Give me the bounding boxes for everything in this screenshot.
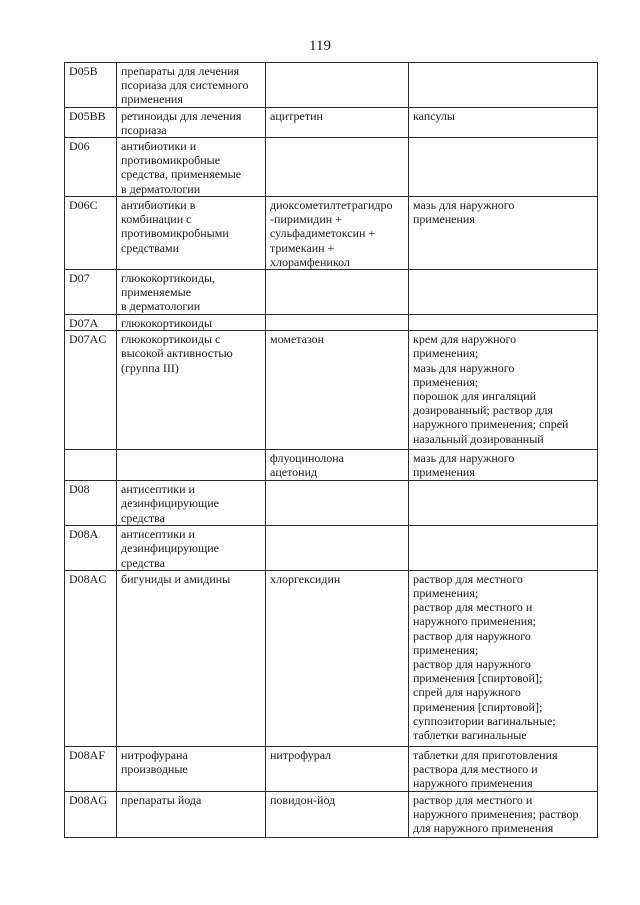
drug-name-cell-line: хлорамфеникол bbox=[270, 254, 350, 269]
dosage-form-cell bbox=[409, 197, 598, 270]
dosage-form-cell-line: порошок для ингаляций bbox=[413, 389, 537, 404]
atc-code-cell: D08AC bbox=[65, 570, 117, 746]
group-name-cell bbox=[117, 331, 266, 450]
dosage-form-cell bbox=[409, 791, 598, 837]
drug-name-cell bbox=[266, 138, 409, 197]
atc-code-cell: D07AC bbox=[65, 331, 117, 450]
dosage-form-cell-line: раствора для местного и bbox=[413, 762, 538, 777]
drug-name-cell bbox=[266, 526, 409, 571]
drug-name-cell bbox=[266, 746, 409, 791]
dosage-form-cell-line: наружного применения; bbox=[413, 614, 536, 629]
group-name-cell bbox=[117, 570, 266, 746]
dosage-form-cell-line: применения; bbox=[413, 642, 479, 657]
group-name-cell-line: комбинации с bbox=[121, 212, 192, 227]
atc-code-cell: D06 bbox=[65, 138, 117, 197]
group-name-cell-line: антибиотики и bbox=[121, 139, 197, 154]
group-name-cell-line: применяемые bbox=[121, 285, 192, 300]
atc-code-cell: D08A bbox=[65, 526, 117, 571]
dosage-form-cell-line: применения; bbox=[413, 586, 479, 601]
table-row bbox=[65, 138, 598, 197]
drug-name-cell bbox=[266, 315, 409, 331]
atc-code-cell: D08 bbox=[65, 481, 117, 526]
dosage-form-cell-line: таблетки вагинальные bbox=[413, 728, 527, 743]
table-row bbox=[65, 63, 598, 108]
drug-name-cell bbox=[266, 197, 409, 270]
group-name-cell-line: средствами bbox=[121, 240, 180, 255]
drug-name-cell bbox=[266, 107, 409, 137]
group-name-cell bbox=[117, 481, 266, 526]
drug-name-cell-line: ацетонид bbox=[270, 465, 318, 480]
dosage-form-cell bbox=[409, 63, 598, 108]
group-name-cell bbox=[117, 791, 266, 837]
dosage-form-cell-line: крем для наружного bbox=[413, 332, 517, 347]
drug-name-cell-line: флуоцинолона bbox=[270, 451, 345, 466]
group-name-cell-line: дезинфицирующие bbox=[121, 541, 219, 556]
drug-name-cell bbox=[266, 791, 409, 837]
group-name-cell-line: ретиноиды для лечения bbox=[121, 108, 242, 123]
atc-code-cell: D05B bbox=[65, 63, 117, 108]
dosage-form-cell-line: применения [спиртовой]; bbox=[413, 699, 543, 714]
dosage-form-cell bbox=[409, 138, 598, 197]
dosage-form-cell-line: применения bbox=[413, 212, 475, 227]
group-name-cell-line: производные bbox=[121, 762, 188, 777]
group-name-cell-line: (группа III) bbox=[121, 360, 179, 375]
group-name-cell-line: бигуниды и амидины bbox=[121, 571, 231, 586]
group-name-cell bbox=[117, 526, 266, 571]
dosage-form-cell-line: раствор для местного и bbox=[413, 792, 533, 807]
dosage-form-cell-line: дозированный; раствор для bbox=[413, 403, 553, 418]
group-name-cell bbox=[117, 63, 266, 108]
group-name-cell bbox=[117, 107, 266, 137]
drug-name-cell bbox=[266, 570, 409, 746]
drug-name-cell bbox=[266, 331, 409, 450]
drug-name-cell-line: тримекаин + bbox=[270, 240, 335, 255]
dosage-form-cell-line: таблетки для приготовления bbox=[413, 747, 558, 762]
atc-code-cell: D08AF bbox=[65, 746, 117, 791]
atc-code-cell: D06C bbox=[65, 197, 117, 270]
dosage-form-cell-line: спрей для наружного bbox=[413, 685, 521, 700]
atc-code-cell: D08AG bbox=[65, 791, 117, 837]
dosage-form-cell-line: раствор для местного bbox=[413, 571, 523, 586]
table-row bbox=[65, 526, 598, 571]
atc-code-cell bbox=[65, 450, 117, 481]
group-name-cell-line: в дерматологии bbox=[121, 181, 201, 196]
group-name-cell-line: антисептики и bbox=[121, 482, 195, 497]
drug-name-cell-line: нитрофурал bbox=[270, 747, 332, 762]
group-name-cell bbox=[117, 315, 266, 331]
dosage-form-cell-line: наружного применения; раствор bbox=[413, 807, 579, 822]
group-name-cell-line: глюкокортикоиды, bbox=[121, 271, 216, 286]
group-name-cell-line: препараты для лечения bbox=[121, 64, 240, 78]
drug-name-cell-line: повидон-йод bbox=[270, 792, 336, 807]
table-row bbox=[65, 315, 598, 331]
dosage-form-cell bbox=[409, 526, 598, 571]
dosage-form-cell bbox=[409, 481, 598, 526]
drug-name-cell-line: хлоргексидин bbox=[270, 571, 341, 586]
dosage-form-cell-line: раствор для местного и bbox=[413, 600, 533, 615]
dosage-form-cell bbox=[409, 570, 598, 746]
table-row bbox=[65, 197, 598, 270]
dosage-form-cell-line: применения bbox=[413, 465, 475, 480]
dosage-form-cell-line: применения; bbox=[413, 374, 479, 389]
table-row bbox=[65, 107, 598, 137]
drug-name-cell-line: ацитретин bbox=[270, 108, 323, 123]
table-row bbox=[65, 270, 598, 315]
dosage-form-cell-line: назальный дозированный bbox=[413, 431, 544, 446]
dosage-form-cell bbox=[409, 270, 598, 315]
group-name-cell bbox=[117, 270, 266, 315]
dosage-form-cell-line: для наружного применения bbox=[413, 821, 554, 836]
table-row bbox=[65, 570, 598, 746]
dosage-form-cell-line: применения [спиртовой]; bbox=[413, 671, 543, 686]
group-name-cell-line: средства bbox=[121, 555, 166, 570]
table-row bbox=[65, 746, 598, 791]
dosage-form-cell bbox=[409, 107, 598, 137]
table-row bbox=[65, 450, 598, 481]
dosage-form-cell bbox=[409, 450, 598, 481]
drug-name-cell bbox=[266, 450, 409, 481]
group-name-cell-line: нитрофурана bbox=[121, 747, 188, 762]
group-name-cell-line: средства bbox=[121, 510, 166, 525]
group-name-cell-line: противомикробными bbox=[121, 226, 229, 241]
drug-name-cell bbox=[266, 270, 409, 315]
dosage-form-cell bbox=[409, 315, 598, 331]
group-name-cell-line: глюкокортикоиды с bbox=[121, 332, 221, 347]
group-name-cell bbox=[117, 450, 266, 481]
dosage-form-cell bbox=[409, 746, 598, 791]
dosage-form-cell-line: мазь для наружного bbox=[413, 198, 515, 213]
group-name-cell-line: в дерматологии bbox=[121, 299, 201, 314]
dosage-form-cell-line: капсулы bbox=[413, 108, 455, 123]
group-name-cell-line: псориаза для системного bbox=[121, 78, 249, 93]
table-row bbox=[65, 791, 598, 837]
group-name-cell-line: дезинфицирующие bbox=[121, 496, 219, 511]
drug-name-cell bbox=[266, 481, 409, 526]
drug-table bbox=[64, 62, 598, 838]
group-name-cell-line: средства, применяемые bbox=[121, 167, 242, 182]
drug-name-cell-line: мометазон bbox=[270, 332, 325, 347]
group-name-cell-line: высокой активностью bbox=[121, 346, 233, 361]
group-name-cell-line: противомикробные bbox=[121, 153, 221, 168]
drug-name-cell-line: диоксометилтетрагидро bbox=[270, 198, 393, 213]
group-name-cell-line: глюкокортикоиды bbox=[121, 316, 213, 331]
group-name-cell-line: препараты йода bbox=[121, 792, 202, 807]
atc-code-cell: D07 bbox=[65, 270, 117, 315]
dosage-form-cell-line: применения; bbox=[413, 346, 479, 361]
dosage-form-cell-line: раствор для наружного bbox=[413, 657, 531, 672]
table-row bbox=[65, 331, 598, 450]
dosage-form-cell-line: наружного применения bbox=[413, 776, 533, 791]
group-name-cell bbox=[117, 197, 266, 270]
dosage-form-cell-line: суппозитории вагинальные; bbox=[413, 713, 556, 728]
dosage-form-cell-line: наружного применения; спрей bbox=[413, 417, 569, 432]
group-name-cell bbox=[117, 138, 266, 197]
dosage-form-cell-line: раствор для наружного bbox=[413, 628, 531, 643]
drug-name-cell-line: -пиримидин + bbox=[270, 212, 342, 227]
group-name-cell bbox=[117, 746, 266, 791]
drug-name-cell bbox=[266, 63, 409, 108]
group-name-cell-line: псориаза bbox=[121, 122, 167, 137]
group-name-cell-line: антибиотики в bbox=[121, 198, 196, 213]
table-row bbox=[65, 481, 598, 526]
group-name-cell-line: применения bbox=[121, 92, 183, 107]
page-number: 119 bbox=[309, 38, 331, 54]
drug-name-cell-line: сульфадиметоксин + bbox=[270, 226, 376, 241]
dosage-form-cell-line: мазь для наружного bbox=[413, 360, 515, 375]
dosage-form-cell bbox=[409, 331, 598, 450]
dosage-form-cell-line: мазь для наружного bbox=[413, 451, 515, 466]
group-name-cell-line: антисептики и bbox=[121, 527, 195, 542]
atc-code-cell: D05BB bbox=[65, 107, 117, 137]
atc-code-cell: D07A bbox=[65, 315, 117, 331]
